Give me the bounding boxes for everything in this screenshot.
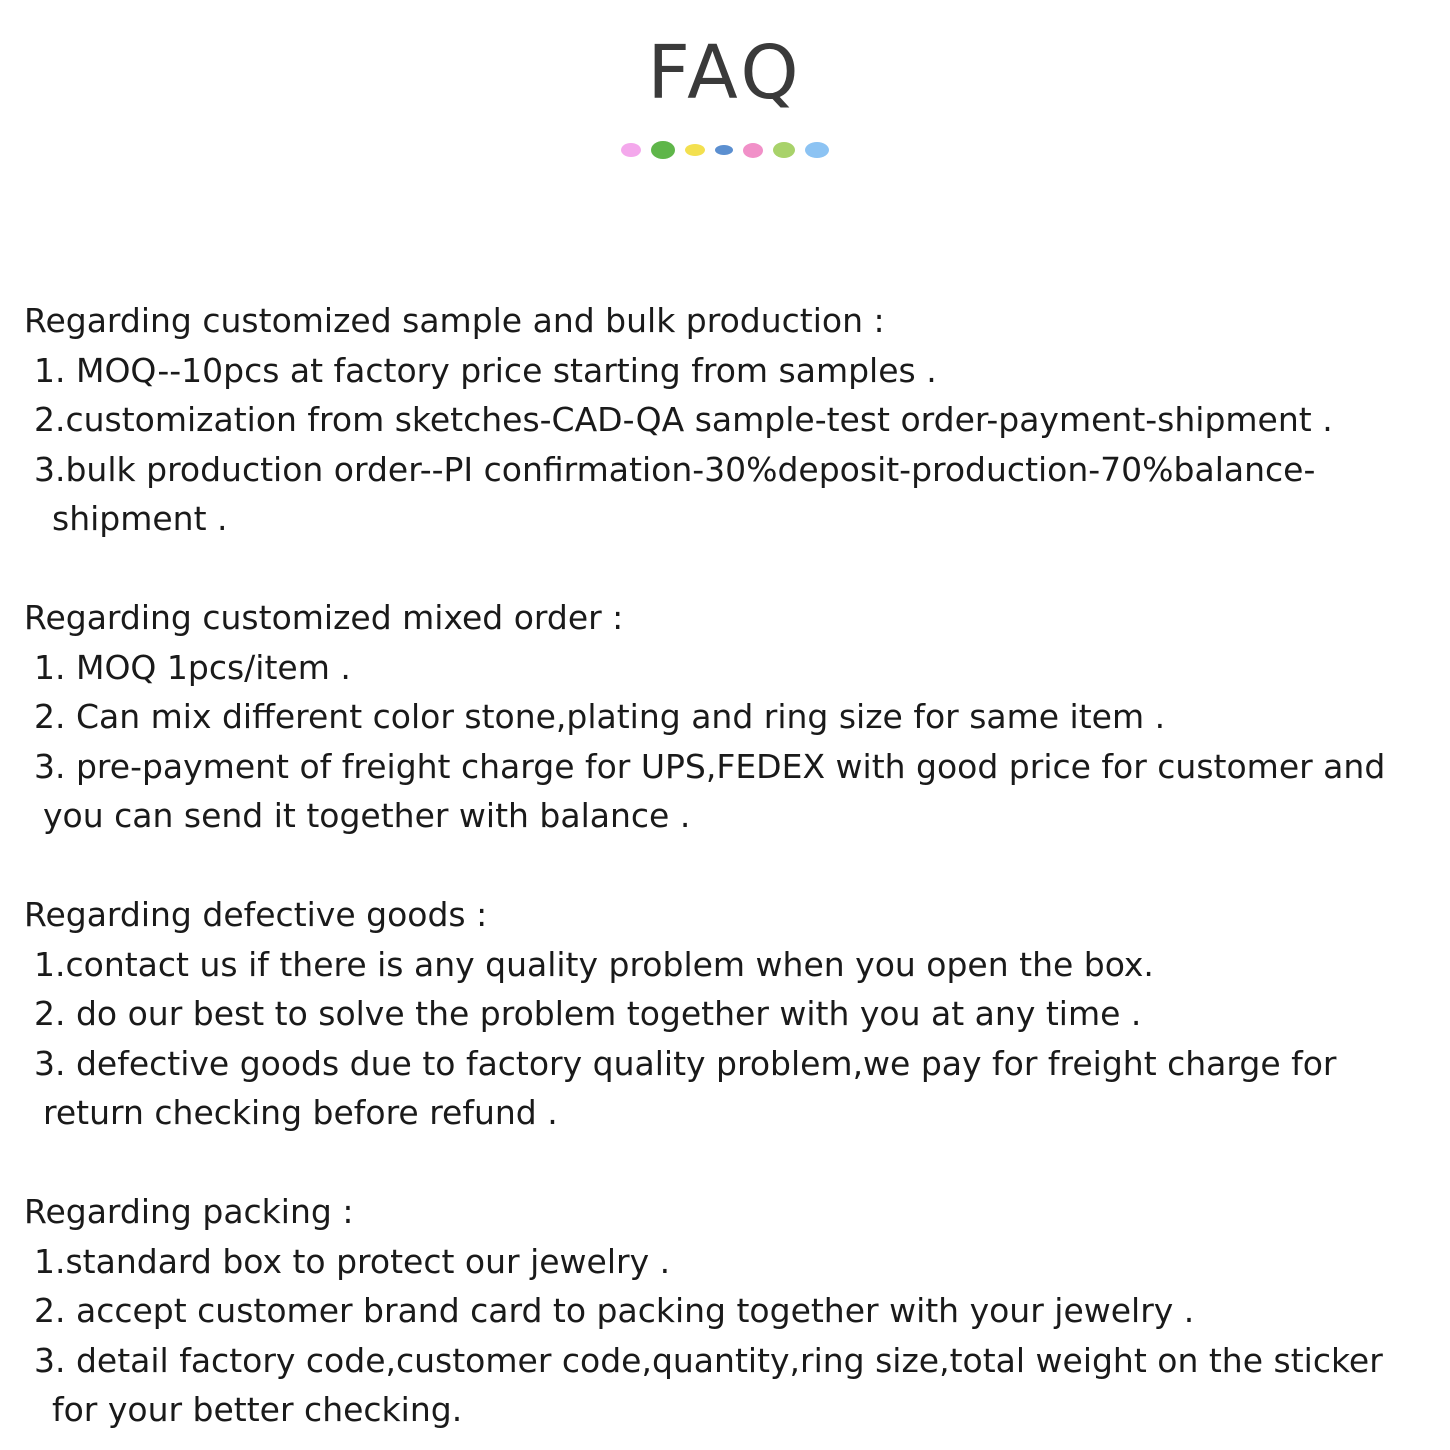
pink-dot-icon bbox=[743, 143, 763, 158]
list-item-continuation: return checking before refund . bbox=[43, 1093, 558, 1132]
lime-dot-icon bbox=[773, 142, 795, 158]
faq-section-defective-goods bbox=[24, 890, 1434, 1138]
faq-content bbox=[24, 296, 1434, 1435]
list-item: 2. accept customer brand card to packing together with your jewelry . bbox=[34, 1291, 1195, 1330]
pink-dot-icon bbox=[621, 143, 641, 157]
yellow-dot-icon bbox=[685, 144, 705, 156]
list-item: 2.customization from sketches-CAD-QA sample-test order-payment-shipment . bbox=[34, 400, 1333, 439]
section-heading: Regarding defective goods : bbox=[24, 895, 488, 934]
section-heading: Regarding customized sample and bulk production : bbox=[24, 301, 885, 340]
list-item: 3. detail factory code,customer code,quantity,ring size,total weight on the sticker bbox=[34, 1340, 1383, 1380]
page-title: FAQ bbox=[647, 30, 803, 116]
list-item-continuation: for your better checking. bbox=[52, 1390, 463, 1429]
faq-section-mixed-order bbox=[24, 593, 1434, 841]
list-item: 1. MOQ--10pcs at factory price starting from samples . bbox=[34, 350, 937, 390]
green-dot-icon bbox=[651, 141, 675, 159]
list-item: 2. do our best to solve the problem together with you at any time . bbox=[34, 994, 1142, 1033]
light-blue-dot-icon bbox=[805, 142, 829, 158]
list-item: 3. defective goods due to factory quality problem,we pay for freight charge for bbox=[34, 1043, 1337, 1083]
list-item: 1.contact us if there is any quality problem when you open the box. bbox=[34, 944, 1154, 984]
list-item: 3. pre-payment of freight charge for UPS,FEDEX with good price for customer and bbox=[34, 746, 1386, 786]
list-item: 3.bulk production order--PI confirmation-30%deposit-production-70%balance- bbox=[34, 449, 1316, 489]
section-heading: Regarding packing : bbox=[24, 1192, 354, 1231]
faq-section-sample-bulk bbox=[24, 296, 1434, 544]
faq-section-packing bbox=[24, 1187, 1434, 1435]
list-item: 2. Can mix different color stone,plating and ring size for same item . bbox=[34, 697, 1166, 736]
list-item: 1.standard box to protect our jewelry . bbox=[34, 1241, 671, 1281]
blue-dot-icon bbox=[715, 145, 733, 155]
decorative-dots bbox=[0, 141, 1450, 159]
section-heading: Regarding customized mixed order : bbox=[24, 598, 624, 637]
list-item-continuation: shipment . bbox=[52, 499, 228, 538]
list-item: 1. MOQ 1pcs/item . bbox=[34, 647, 351, 687]
list-item-continuation: you can send it together with balance . bbox=[43, 796, 691, 835]
